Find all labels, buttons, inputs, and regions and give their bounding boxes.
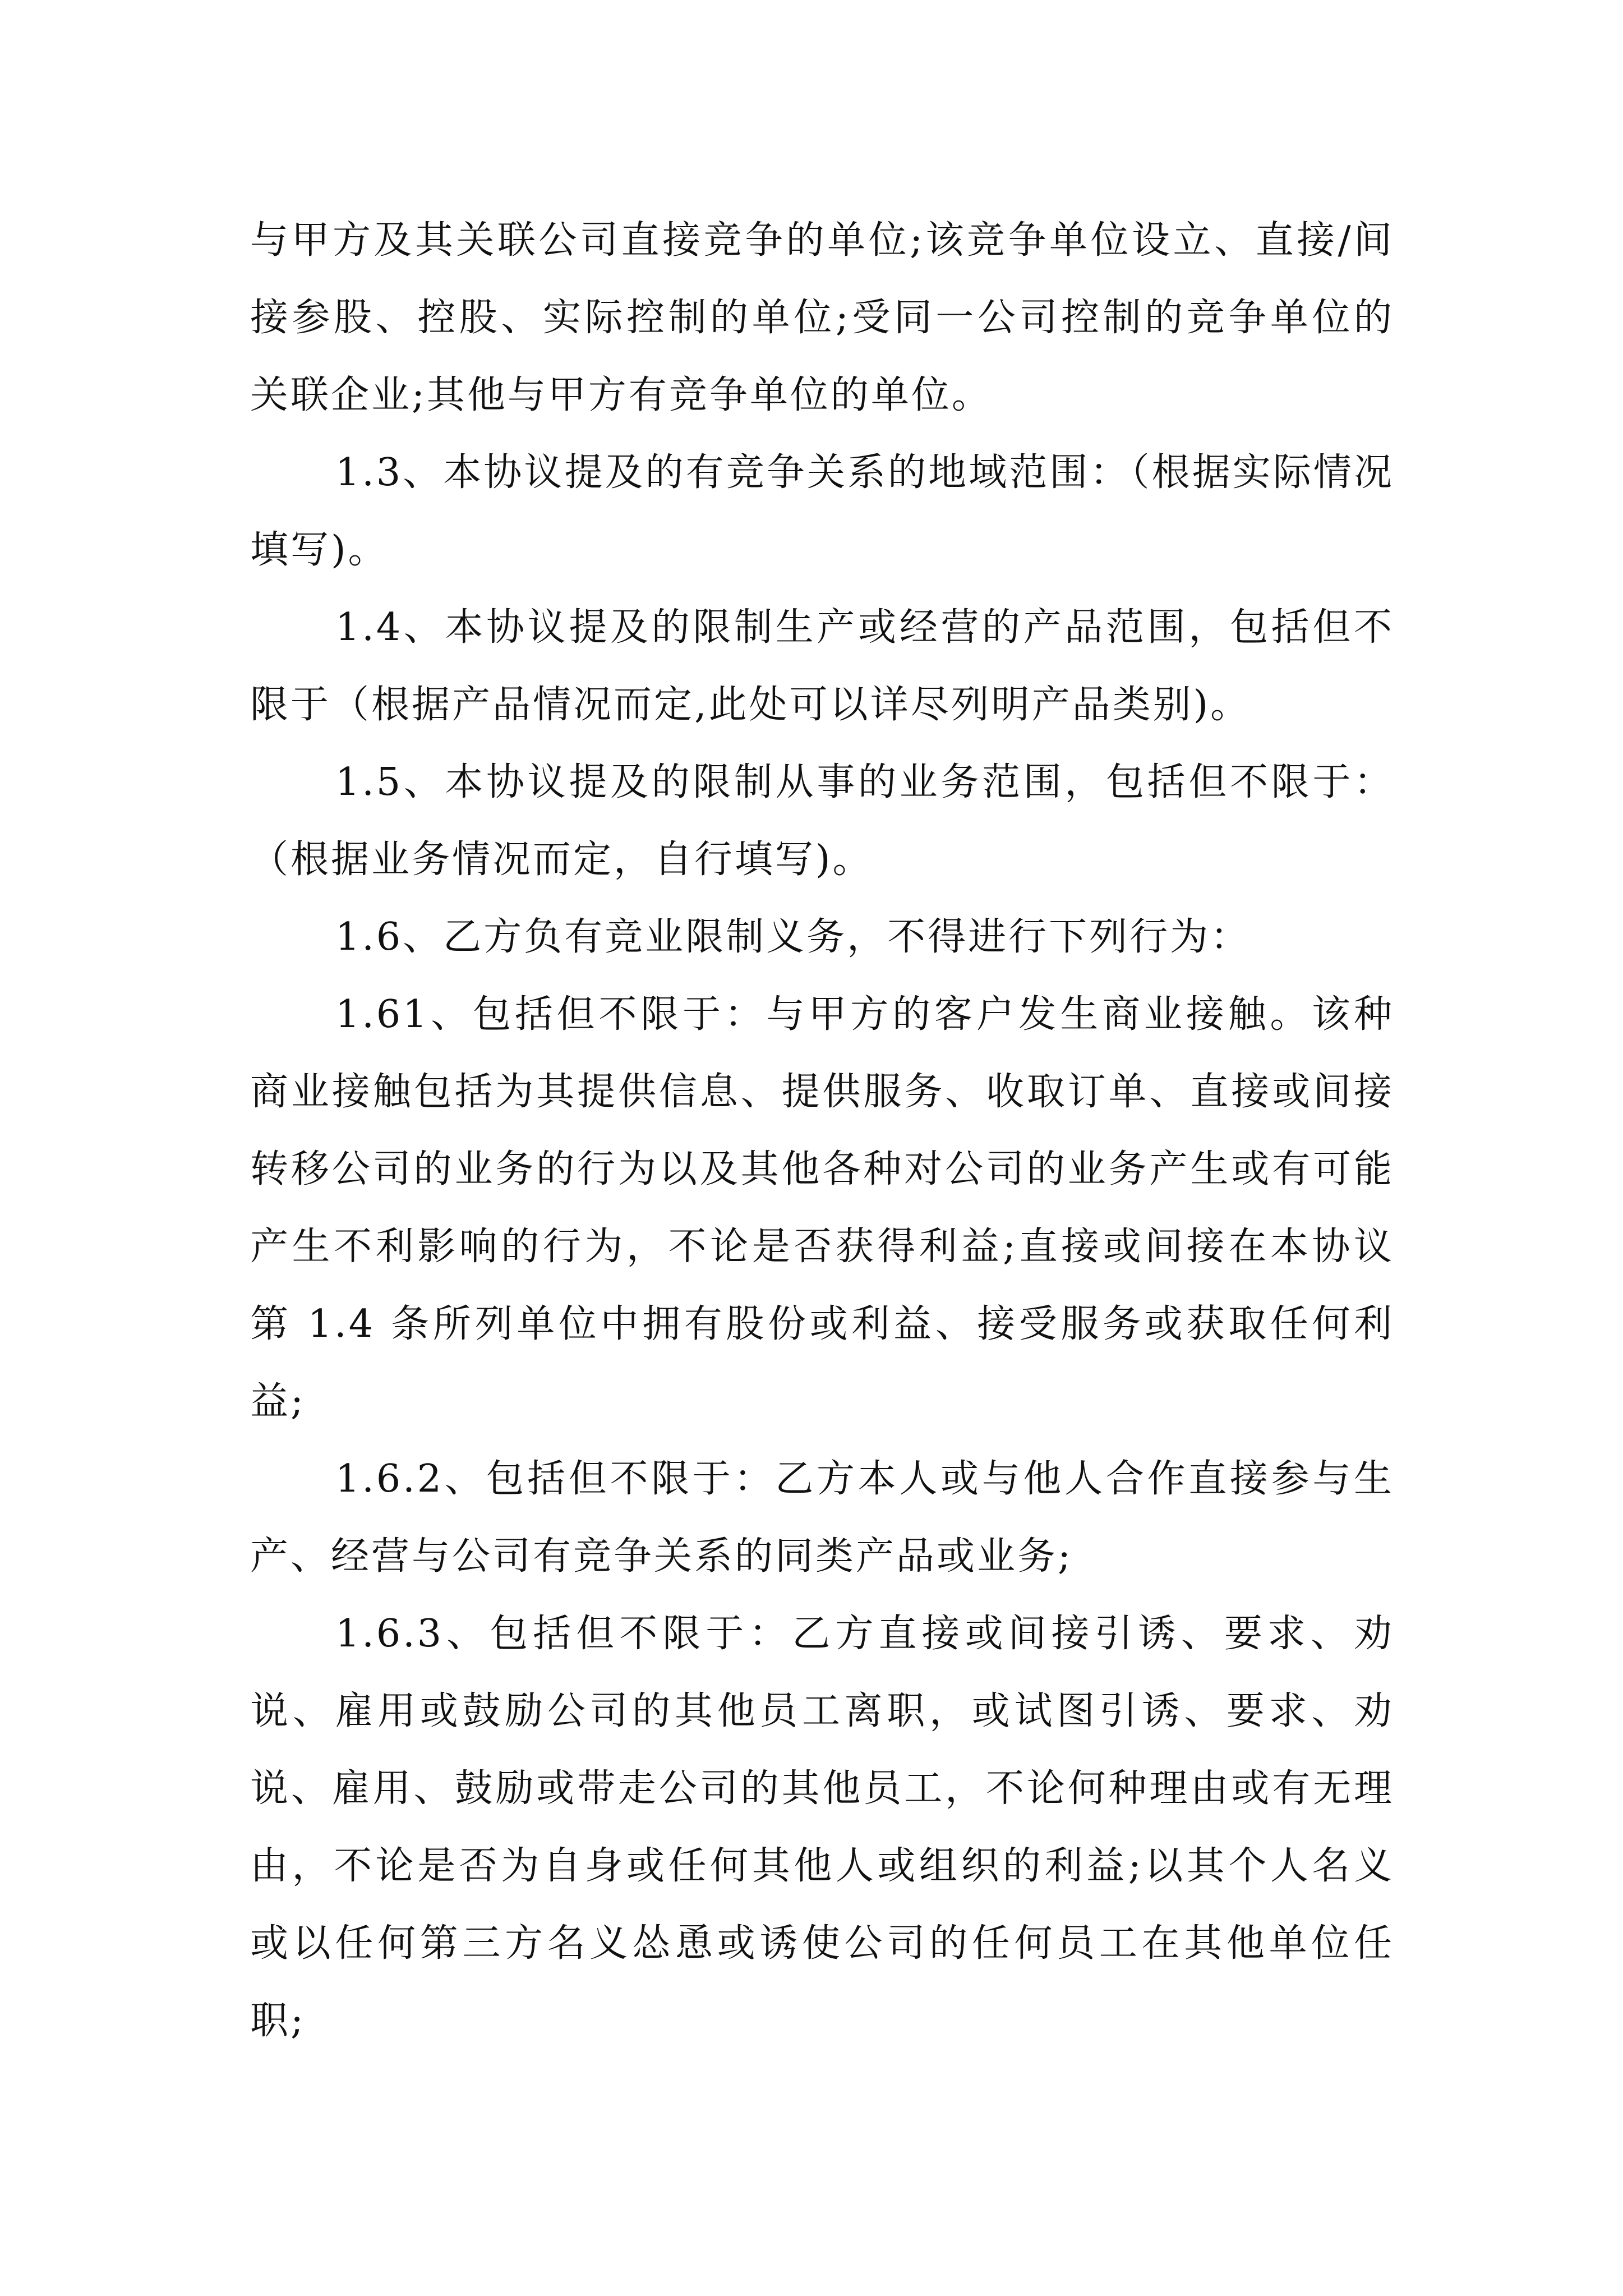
paragraph-clause-1-5: 1.5、本协议提及的限制从事的业务范围，包括但不限于：（根据业务情况而定，自行填写)。	[250, 760, 1394, 882]
document-body	[250, 202, 1394, 2060]
paragraph-clause-1-3: 1.3、本协议提及的有竞争关系的地域范围：（根据实际情况填写)。	[250, 450, 1394, 572]
paragraph-clause-1-6-2: 1.6.2、包括但不限于：乙方本人或与他人合作直接参与生产、经营与公司有竞争关系的同类产品或业务;	[250, 1457, 1394, 1579]
paragraph-clause-1-4: 1.4、本协议提及的限制生产或经营的产品范围，包括但不限于（根据产品情况而定,此处可以详尽列明产品类别)。	[250, 605, 1394, 727]
paragraph-clause-1-61: 1.61、包括但不限于：与甲方的客户发生商业接触。该种商业接触包括为其提供信息、提供服务、收取订单、直接或间接转移公司的业务的行为以及其他各种对公司的业务产生或有可能产生不利影响的行为，不论是否获得利益;直接或间接在本协议第 1.4 条所列单位中拥有股份或利益、接受服务或获取任何利益;	[250, 992, 1394, 1424]
paragraph-clause-1-6-3: 1.6.3、包括但不限于：乙方直接或间接引诱、要求、劝说、雇用或鼓励公司的其他员工离职，或试图引诱、要求、劝说、雇用、鼓励或带走公司的其他员工，不论何种理由或有无理由，不论是否为自身或任何其他人或组织的利益;以其个人名义或以任何第三方名义怂恿或诱使公司的任何员工在其他单位任职;	[250, 1612, 1394, 2043]
paragraph-clause-1-6: 1.6、乙方负有竞业限制义务，不得进行下列行为：	[335, 915, 1251, 959]
paragraph-competitor-definition: 与甲方及其关联公司直接竞争的单位;该竞争单位设立、直接/间接参股、控股、实际控制的单位;受同一公司控制的竞争单位的关联企业;其他与甲方有竞争单位的单位。	[250, 218, 1394, 417]
